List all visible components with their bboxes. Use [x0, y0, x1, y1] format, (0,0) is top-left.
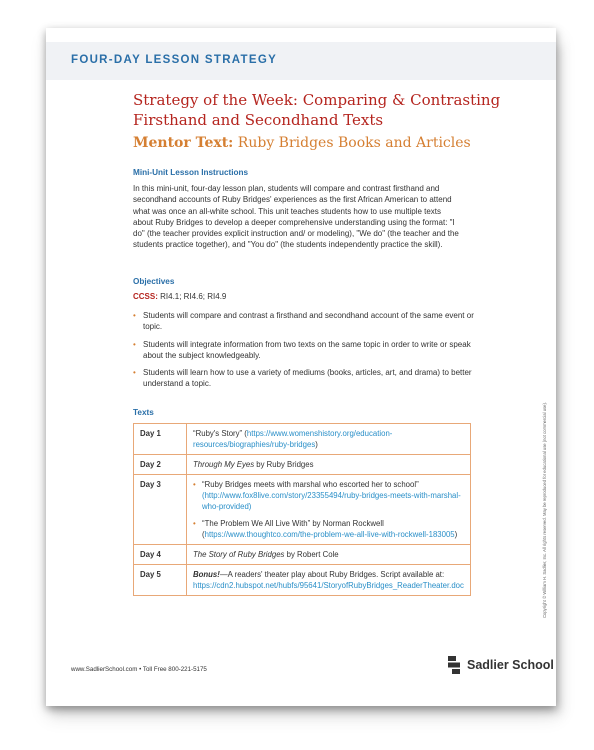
mentor-value: Ruby Bridges Books and Articles	[233, 135, 471, 151]
objective-item: • Students will compare and contrast a firsthand and secondhand account of the same event or topic.	[133, 310, 478, 333]
text-title: “Ruby Bridges meets with marshal who escorted her to school”	[202, 480, 419, 489]
copyright-vertical: Copyright © William H. Sadlier, Inc. All rights reserved. May be reproduced for educational use (not commercial use).	[542, 401, 547, 618]
text-link[interactable]: https://www.thoughtco.com/the-problem-we-all-live-with-rockwell-183005	[204, 530, 455, 539]
lesson-page	[46, 28, 556, 706]
objectives-list	[133, 310, 478, 396]
text-link[interactable]: https://cdn2.hubspot.net/hubfs/95641/StoryofRubyBridges_ReaderTheater.doc	[193, 581, 464, 590]
instructions-heading: Mini-Unit Lesson Instructions	[133, 168, 249, 177]
day-content	[187, 475, 471, 545]
table-row	[134, 475, 471, 545]
logo-text: Sadlier School	[467, 658, 554, 672]
text-author: by Robert Cole	[284, 550, 339, 559]
mentor-label: Mentor Text:	[133, 135, 234, 151]
texts-table	[133, 423, 471, 596]
sadlier-s-icon	[446, 655, 462, 675]
page-title: Strategy of the Week: Comparing & Contrasting Firsthand and Secondhand Texts	[133, 91, 501, 129]
day-label: Day 4	[134, 545, 187, 565]
text-after: )	[315, 440, 318, 449]
text-title: The Story of Ruby Bridges	[193, 550, 285, 559]
day-content	[187, 545, 471, 565]
footer-contact: www.SadlierSchool.com • Toll Free 800-221-5175	[71, 666, 207, 673]
sadlier-logo	[446, 654, 554, 676]
text-author: by Ruby Bridges	[254, 460, 314, 469]
day-content	[187, 424, 471, 455]
day-label: Day 1	[134, 424, 187, 455]
instructions-body: In this mini-unit, four-day lesson plan, students will compare and contrast firsthand and secondhand accounts of Ruby Bridges' experiences as the first African American to attend what was once an all-white school. This unit teaches students how to use multiple texts about Ruby Bridges to develop a deeper comprehensive understanding using the format: "I do" (the teacher provides explicit instruction and/ or modeling), "We do" (the teacher and the students practice together), and "You do" (the students independently practice the skill).	[133, 184, 459, 250]
day-label: Day 3	[134, 475, 187, 545]
ccss-value: RI4.1; RI4.6; RI4.9	[157, 292, 227, 301]
table-row	[134, 565, 471, 596]
day-label: Day 2	[134, 455, 187, 475]
texts-heading: Texts	[133, 408, 154, 417]
sub-item	[193, 518, 464, 540]
bonus-label: Bonus!	[193, 570, 220, 579]
text-after: )	[454, 530, 458, 539]
day-content	[187, 455, 471, 475]
banner-title: FOUR-DAY LESSON STRATEGY	[71, 54, 278, 66]
day-content	[187, 565, 471, 596]
ccss-standards	[133, 292, 226, 301]
table-row	[134, 424, 471, 455]
header-banner	[46, 42, 556, 80]
text-title: “Ruby's Story” (	[193, 429, 247, 438]
day-label: Day 5	[134, 565, 187, 596]
mentor-text	[133, 135, 513, 151]
table-row	[134, 545, 471, 565]
text-title: “The Problem We All Live With” by Norman Rockwell (	[202, 519, 384, 539]
sub-item	[193, 479, 464, 512]
text-title: Through My Eyes	[193, 460, 255, 469]
table-row	[134, 455, 471, 475]
objectives-heading: Objectives	[133, 277, 175, 286]
text-link[interactable]: (http://www.fox8live.com/story/23355494/ruby-bridges-meets-with-marshal-who-provided)	[202, 491, 461, 511]
objective-item: • Students will integrate information from two texts on the same topic in order to write or speak about the subject knowledgeably.	[133, 339, 478, 362]
objective-item: • Students will learn how to use a variety of mediums (books, articles, art, and drama) to better understand a topic.	[133, 367, 478, 390]
ccss-label: CCSS:	[133, 292, 158, 301]
text-link[interactable]: https://www.womenshistory.org/education-resources/biographies/ruby-bridges	[193, 429, 393, 449]
text-description: —A readers' theater play about Ruby Bridges. Script available at:	[219, 570, 445, 579]
